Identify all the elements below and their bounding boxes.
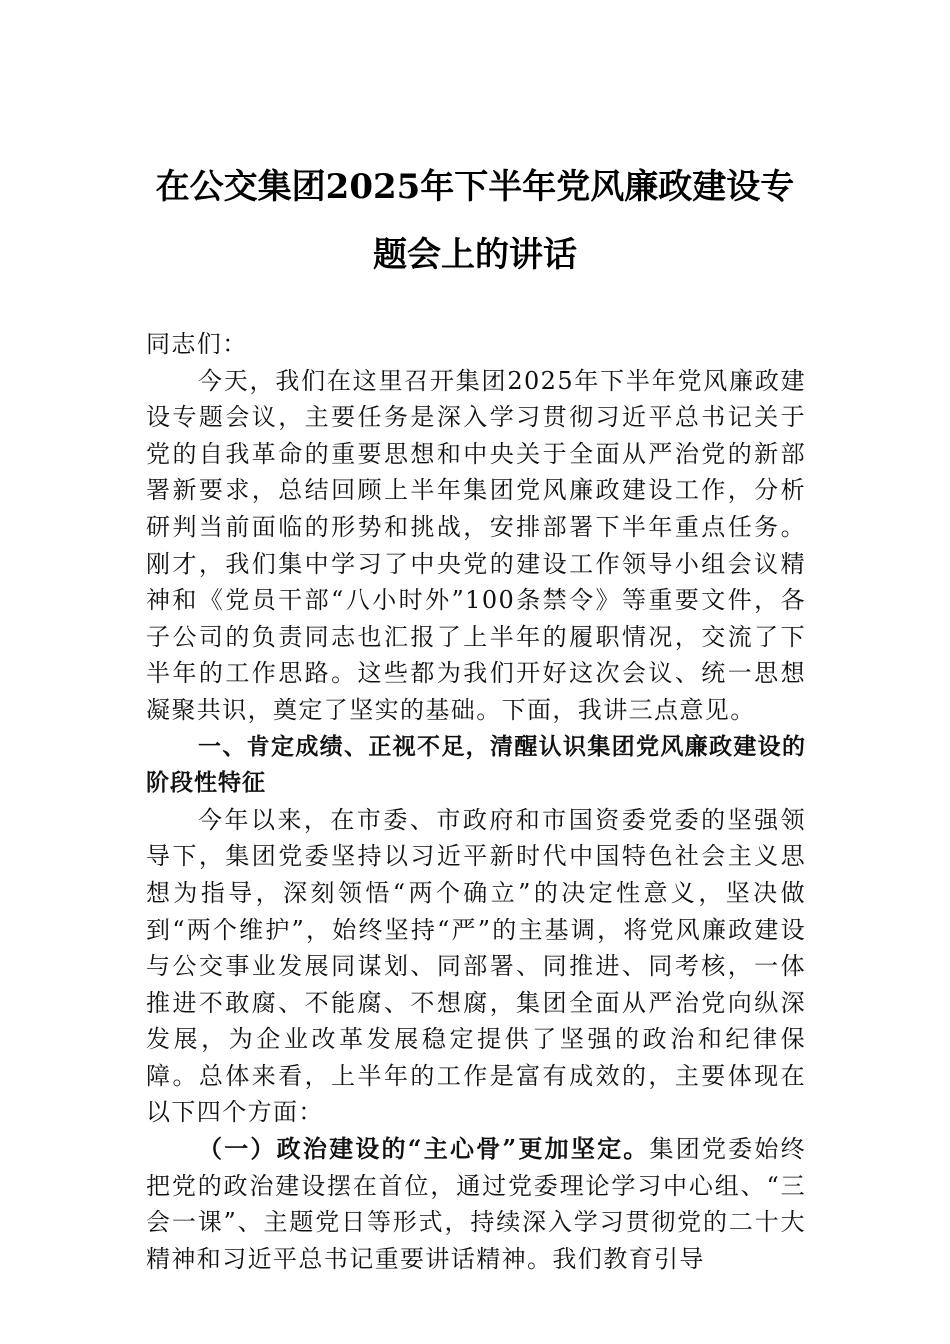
- paragraph-political-building: [146, 1131, 806, 1277]
- salutation: 同志们：: [146, 330, 248, 358]
- paragraph-opening: 今天，我们在这里召开集团2025年下半年党风廉政建设专题会议，主要任务是深入学习贯彻习近平总书记关于党的自我革命的重要思想和中央关于全面从严治党的新部署新要求，总结回顾上半年集团党风廉政建设工作，分析研判当前面临的形势和挑战，安排部署下半年重点任务。刚才，我们集中学习了中央党的建设工作领导小组会议精神和《党员干部“八小时外”100条禁令》等重要文件，各子公司的负责同志也汇报了上半年的履职情况，交流了下半年的工作思路。这些都为我们开好这次会议、统一思想凝聚共识，奠定了坚实的基础。下面，我讲三点意见。: [146, 366, 806, 724]
- paragraph-achievements: 今年以来，在市委、市政府和市国资委党委的坚强领导下，集团党委坚持以习近平新时代中国特色社会主义思想为指导，深刻领悟“两个确立”的决定性意义，坚决做到“两个维护”，始终坚持“严”的主基调，将党风廉政建设与公交事业发展同谋划、同部署、同推进、同考核，一体推进不敢腐、不能腐、不想腐，集团全面从严治党向纵深发展，为企业改革发展稳定提供了坚强的政治和纪律保障。总体来看，上半年的工作是富有成效的，主要体现在以下四个方面：: [146, 805, 806, 1127]
- document-body: [146, 326, 806, 1277]
- document-title: 在公交集团2025年下半年党风廉政建设专题会上的讲话: [155, 167, 795, 275]
- subsection-heading-1: （一）政治建设的“主心骨”更加坚定。: [198, 1134, 650, 1164]
- paragraph-political-building-text: 集团党委始终把党的政治建设摆在首位，通过党委理论学习中心组、“三会一课”、主题党日等形式，持续深入学习贯彻党的二十大精神和习近平总书记重要讲话精神。我们教育引导: [146, 1135, 806, 1273]
- section-heading-1: 一、肯定成绩、正视不足，清醒认识集团党风廉政建设的阶段性特征: [146, 733, 806, 797]
